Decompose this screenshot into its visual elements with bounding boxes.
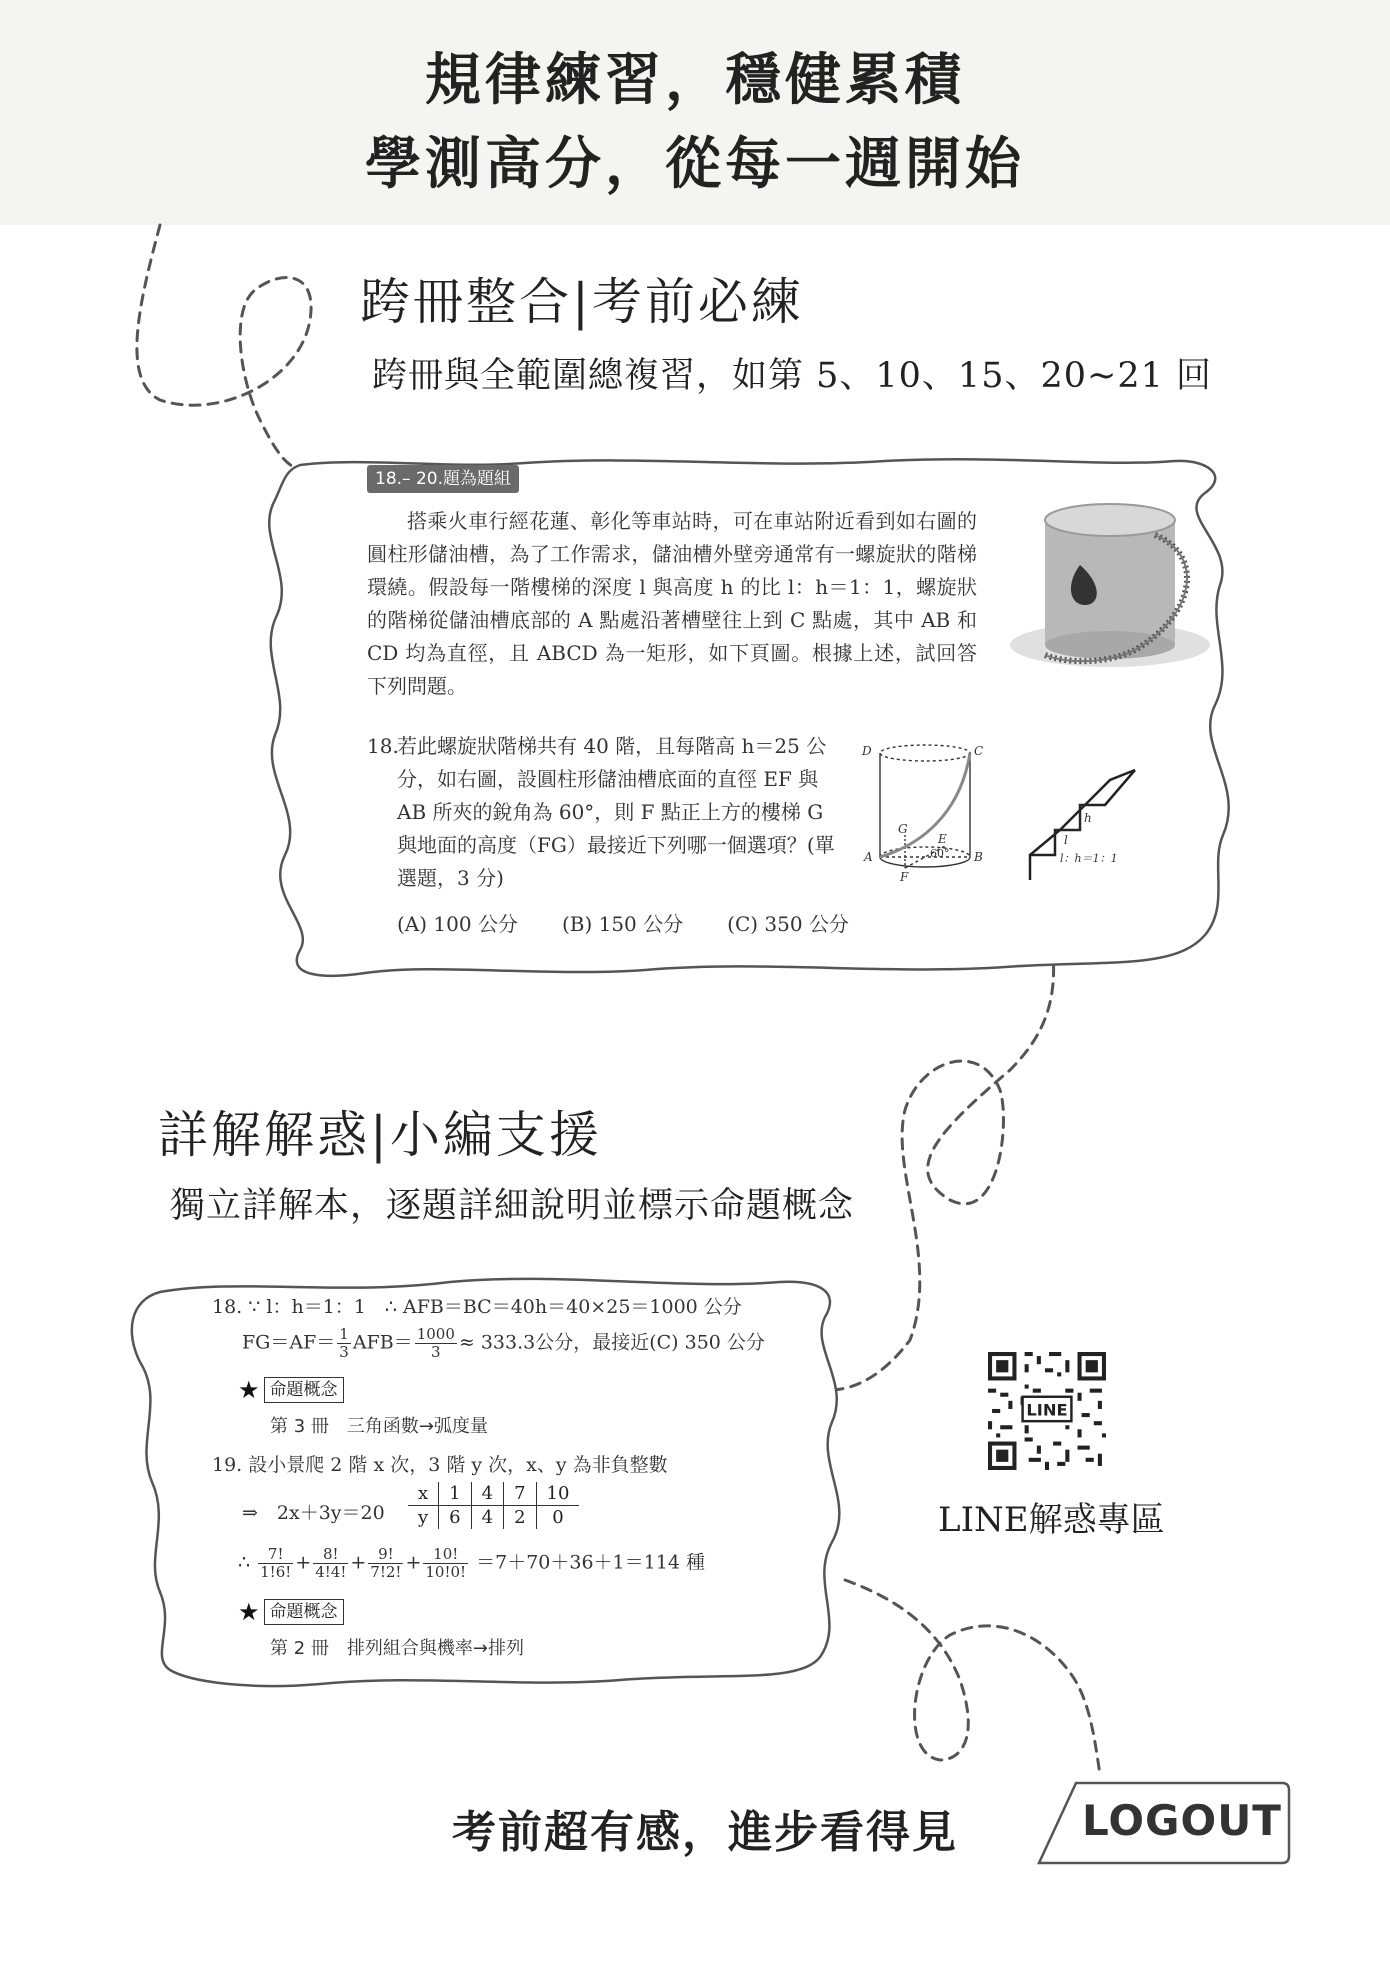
stair-label-h: h xyxy=(1084,811,1092,825)
question-number: 18. xyxy=(367,734,399,758)
s19-line-3 xyxy=(238,1546,705,1581)
problem-card xyxy=(245,455,1265,985)
s19-result: ＝7＋70＋36＋1＝114 種 xyxy=(476,1551,705,1574)
oil-tank-illustration xyxy=(1005,495,1220,670)
table-cell: 7 xyxy=(504,1482,536,1506)
qr-label: LINE解惑專區 xyxy=(938,1500,1165,1540)
therefore-symbol: ∴ xyxy=(238,1551,251,1574)
label-angle: 60° xyxy=(930,847,950,860)
plus-sign: + xyxy=(350,1551,367,1574)
problem-paragraph: 搭乘火車行經花蓮、彰化等車站時，可在車站附近看到如右圖的圓柱形儲油槽，為了工作需求，儲油槽外壁旁通常有一螺旋狀的階梯環繞。假設每一階樓梯的深度 l 與高度 h 的比 l：h＝1：1，螺旋狀的階梯從儲油槽底部的 A 點處沿著槽壁往上到 C 點處，其中 AB 和 CD 均為直徑，且 ABCD 為一矩形，如下頁圖。根據上述，試回答下列問題。 xyxy=(367,509,977,698)
table-x-label: x xyxy=(408,1482,439,1506)
stair-label-l: l xyxy=(1064,833,1068,847)
s18-line-1: 18. ∵ l：h＝1：1 ∴ AFB＝BC＝40h＝40×25＝1000 公分 xyxy=(212,1296,742,1318)
qr-center-text: LINE xyxy=(1026,1400,1068,1420)
label-c: C xyxy=(974,744,984,758)
s18-line2-pre: FG＝AF＝ xyxy=(242,1331,336,1354)
label-f: F xyxy=(900,870,909,884)
concept-label: 命題概念 xyxy=(264,1599,344,1625)
table-cell: 0 xyxy=(536,1506,579,1530)
s19-concept: 第 2 冊 排列組合與機率→排列 xyxy=(270,1638,524,1659)
stair-ratio: l：h＝1：1 xyxy=(1060,852,1118,865)
star-icon: ★ xyxy=(238,1598,260,1626)
cylinder-diagram xyxy=(860,735,990,885)
section2-subtitle: 獨立詳解本，逐題詳細說明並標示命題概念 xyxy=(170,1186,855,1226)
table-cell: 2 xyxy=(504,1506,536,1530)
question-group-badge: 18.– 20.題為題組 xyxy=(367,465,519,493)
fraction-one-third: $\frac{1}{3}$ xyxy=(339,1325,349,1361)
label-e: E xyxy=(938,832,947,846)
label-a: A xyxy=(864,850,873,864)
table-cell: 4 xyxy=(471,1482,503,1506)
header-line-1: 規律練習，穩健累積 xyxy=(425,48,965,113)
option-b[interactable]: (B) 150 公分 xyxy=(561,912,684,936)
table-cell: 6 xyxy=(439,1506,471,1530)
option-a[interactable]: (A) 100 公分 xyxy=(397,912,518,936)
solution-card xyxy=(120,1272,860,1692)
table-cell: 1 xyxy=(439,1482,471,1506)
s18-concept: 第 3 冊 三角函數→弧度量 xyxy=(270,1416,488,1437)
logout-button[interactable]: LOGOUT xyxy=(1082,1796,1282,1845)
s18-line2-post: ≈ 333.3公分，最接近(C) 350 公分 xyxy=(458,1331,765,1354)
section1-title: 跨冊整合|考前必練 xyxy=(360,273,804,331)
table-y-label: y xyxy=(418,1507,429,1528)
plus-sign: + xyxy=(295,1551,312,1574)
table-cell: 4 xyxy=(471,1506,503,1530)
question-text: 若此螺旋狀階梯共有 40 階，且每階高 h＝25 公分，如右圖，設圓柱形儲油槽底面的直徑 EF 與 AB 所夾的銳角為 60°，則 F 點正上方的樓梯 G 與地面的高度（FG）最接近下列哪一個選項？(單選題，3 分) xyxy=(397,734,835,890)
s18-line2-mid: AFB＝ xyxy=(352,1331,413,1354)
answer-options xyxy=(397,908,849,941)
section1-subtitle: 跨冊與全範圍總複習，如第 5、10、15、20~21 回 xyxy=(372,356,1212,396)
concept-tag-18 xyxy=(238,1376,344,1404)
footer-slogan: 考前超有感，進步看得見 xyxy=(452,1807,958,1858)
xy-table xyxy=(408,1482,579,1529)
fraction-term: $\frac{7!}{1!6!}$ xyxy=(260,1545,292,1581)
s19-line-1: 19. 設小景爬 2 階 x 次，3 階 y 次，x、y 為非負整數 xyxy=(212,1454,668,1476)
plus-sign: + xyxy=(405,1551,422,1574)
section2-title: 詳解解惑|小編支援 xyxy=(158,1106,602,1164)
fraction-term: $\frac{9!}{7!2!}$ xyxy=(370,1545,402,1581)
header-line-2: 學測高分，從每一週開始 xyxy=(365,132,1025,197)
table-cell: 10 xyxy=(536,1482,579,1506)
header-banner xyxy=(0,0,1390,225)
fraction-term: $\frac{8!}{4!4!}$ xyxy=(315,1545,347,1581)
label-g: G xyxy=(898,822,908,836)
fraction-1000-third: $\frac{1000}{3}$ xyxy=(416,1325,455,1361)
label-d: D xyxy=(862,744,872,758)
concept-tag-19 xyxy=(238,1598,344,1626)
star-icon: ★ xyxy=(238,1376,260,1404)
stair-diagram xyxy=(1020,760,1140,885)
label-b: B xyxy=(974,850,983,864)
option-c[interactable]: (C) 350 公分 xyxy=(727,912,849,936)
s19-line-2: ⇒ 2x＋3y＝20 xyxy=(242,1502,385,1524)
concept-label: 命題概念 xyxy=(264,1377,344,1403)
s18-line-2 xyxy=(242,1326,765,1361)
fraction-term: $\frac{10!}{10!0!}$ xyxy=(425,1545,467,1581)
line-qr-code[interactable] xyxy=(988,1352,1106,1470)
